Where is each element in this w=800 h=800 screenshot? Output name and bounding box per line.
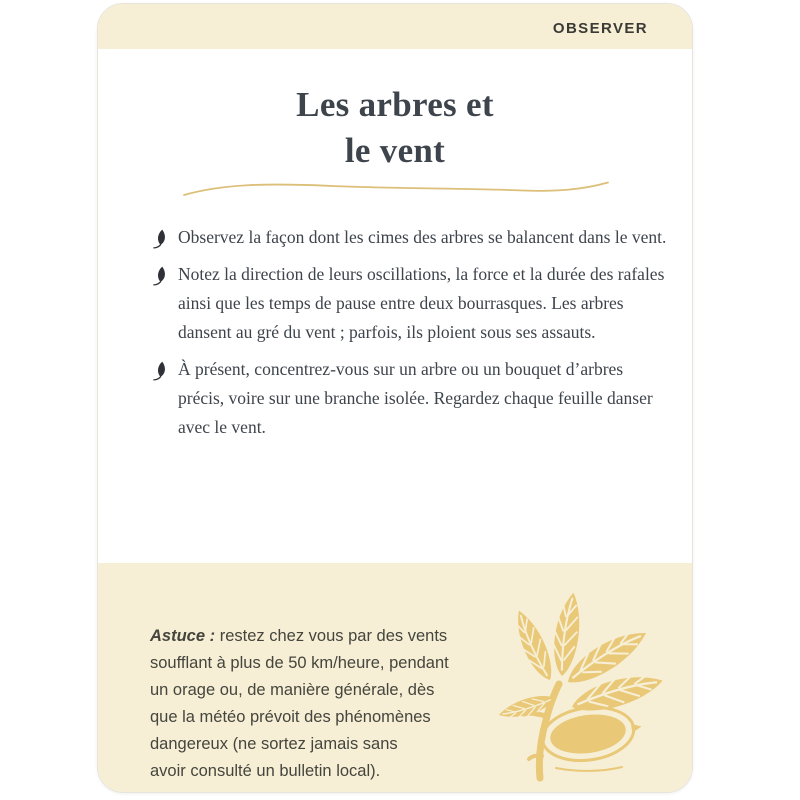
leaf-bullet-icon [153, 228, 167, 250]
list-item [153, 223, 667, 252]
tip-line: soufflant à plus de 50 km/heure, pendant [150, 654, 449, 672]
page-title-line1: Les arbres et [296, 85, 494, 124]
tip-line: avoir consulté un bulletin local). [150, 762, 381, 780]
flashcard [97, 3, 693, 793]
tip-line: dangereux (ne sortez jamais sans [150, 735, 398, 753]
tip-line: que la météo prévoit des phénomènes [150, 708, 431, 726]
list-item [153, 355, 667, 442]
tip-text [150, 623, 495, 785]
leaf-bullet-icon [153, 360, 167, 382]
tip-line: restez chez vous par des vents [219, 627, 448, 645]
card-header [98, 4, 692, 49]
tip-line: un orage ou, de manière générale, dès [150, 681, 435, 699]
bullet-text: Observez la façon dont les cimes des arbres se balancent dans le vent. [178, 227, 667, 247]
leaf-bullet-icon [153, 265, 167, 287]
bullet-list [153, 223, 667, 450]
card-footer [98, 563, 692, 792]
page-title [98, 82, 692, 174]
tip-label: Astuce : [150, 627, 216, 645]
list-item [153, 260, 667, 347]
bullet-text: Notez la direction de leurs oscillations, la force et la durée des rafales ainsi que les temps de pause entre deux bourrasques. Les arbres dansent au gré du vent ; parfois, ils ploient sous ses assauts. [178, 264, 665, 342]
category-label: OBSERVER [552, 20, 648, 37]
page-title-line2: le vent [344, 131, 446, 170]
lemon-branch-illustration-icon [480, 580, 688, 782]
squiggle-divider-icon [181, 176, 613, 202]
bullet-text: À présent, concentrez-vous sur un arbre ou un bouquet d’arbres précis, voire sur une branche isolée. Regardez chaque feuille danser avec le vent. [178, 359, 653, 437]
